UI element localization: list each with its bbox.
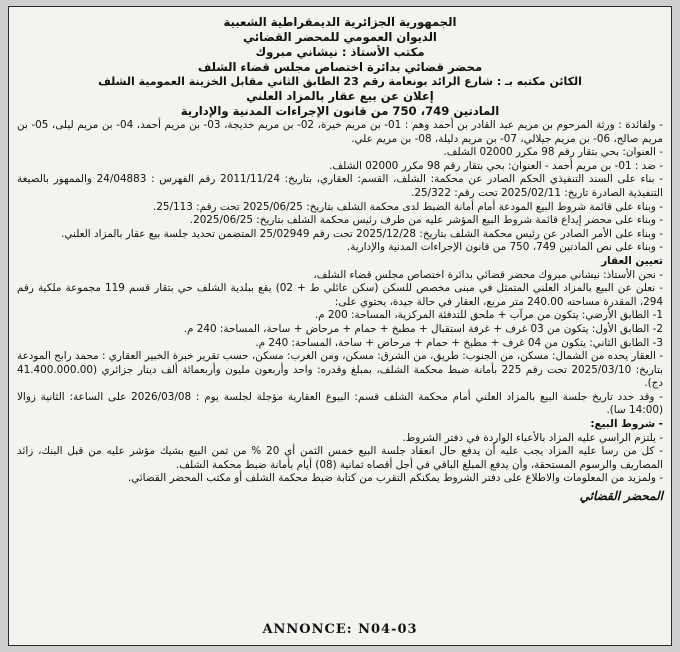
- first-floor-item: 2- الطابق الأول: يتكون من 03 غرف + غرفة استقبال + مطبخ + حمام + مرحاض + ساحة، المساحة: 240 م.: [183, 322, 663, 335]
- beneficiaries-address: - العنوان: بحي بتقار رقم 98 مكرر 02000 الشلف.: [443, 146, 663, 159]
- second-floor-item: 3- الطابق الثاني: يتكون من 04 غرف + مطبخ + حمام + مرحاض + ساحة، المساحة: 240 م.: [255, 336, 663, 349]
- header-bailiff: مكتب الأستاذ : نيشاني مبروك: [255, 45, 425, 59]
- announcement-sheet: [8, 6, 672, 646]
- legal-reference: المادتين 749، 750 من قانون الإجراءات المدنية والإدارية: [180, 104, 500, 118]
- property-description: - نعلن عن البيع بالمزاد العلني المتمثل في مبنى مخصص للسكن (سكن عائلي ط + 02) يقع ببلدية الشلف حي بتقار قسم 119 مجموعة ملكية رقم 294، المقدرة مساحته 240.00 متر مربع، العقار في حالة جيدة، يحتوي على:: [17, 282, 663, 308]
- beneficiaries-paragraph: - ولفائدة : ورثة المرحوم بن مريم عبد القادر بن أحمد وهم : 01- بن مريم خيرة، 02- بن مريم خديجة، 03- بن مريم أحمد، 04- بن مريم ليلى، 05- بن مريم صالح، 06- بن مريم جيلالي، 07- بن مريم دليلة، 08- بن مريم علي.: [17, 119, 663, 145]
- condition-payment: - كل من رسا عليه المزاد يجب عليه أن يدفع حال انعقاد جلسة البيع خمس الثمن أي 20 % من ثمن البيع بشيك مؤشر عليه من قبل البنك، زائد المصاريف والرسوم المستحقة، وأن يدفع المبلغ الباقي في أجل أقصاه ثمانية (08) أيام بأمانة ضبط محكمة الشلف.: [17, 445, 663, 471]
- conditions-list-paragraph: - وبناء على قائمة شروط البيع المودعة أمام أمانة الضبط لدى محكمة الشلف بتاريخ: 2025/06/25 تحت رقم: 25/113.: [153, 200, 663, 213]
- enforcement-title-paragraph: - بناء على السند التنفيذي الحكم الصادر عن محكمة: الشلف، القسم: العقاري، بتاريخ: 2011/11/24 رقم الفهرس : 24/04883 والممهور بالصيغة التنفيذية الصادرة تاريخ: 2025/02/11 تحت رقم: 25/322.: [17, 173, 663, 199]
- sale-session-date: - وقد حدد تاريخ جلسة البيع بالمزاد العلني أمام محكمة الشلف قسم: البيوع العقارية مؤجلة لجلسة يوم : 2026/03/08 على الساعة: الثانية زوالا (14:00 سا).: [17, 390, 663, 417]
- condition-obligations: - يلتزم الراسي عليه المزاد بالأعباء الواردة في دفتر الشروط.: [402, 431, 663, 444]
- property-boundaries: - العقار يحده من الشمال: مسكن، من الجنوب: طريق، من الشرق: مسكن، ومن الغرب: مسكن، حسب تقرير خبرة الخبير العقاري : محمد رابح المودعة بتاريخ: 2025/03/10 تحت رقم 225 بأمانة ضبط محكمة الشلف، بمبلغ وقدره: واحد وأربعون مليون وأربعمائة ألف دينار جزائري (41.400.000.00 دج).: [17, 350, 663, 390]
- deposit-report-paragraph: - وبناء على محضر إيداع قائمة شروط البيع المؤشر عليه من طرف رئيس محكمة الشلف بتاريخ: 2025/06/25.: [189, 214, 663, 227]
- header-office: الديوان العمومي للمحضر القضائي: [243, 30, 437, 44]
- articles-paragraph: - وبناء على نص المادتين 749، 750 من قانون الإجراءات المدنية والإدارية.: [346, 241, 663, 254]
- ground-floor-item: 1- الطابق الأرضي: يتكون من مرآب + ملحق للتدفئة المركزية، المساحة: 200 م.: [314, 309, 663, 322]
- property-heading: تعيين العقار: [601, 254, 663, 267]
- header-address: الكائن مكتبه بـ : شارع الرائد بونعامة رقم 23 الطابق الثاني مقابل الخزينة العمومية الشلف: [98, 75, 582, 88]
- defendant-paragraph: - ضد : 01- بن مريم أحمد - العنوان: بحي بتقار رقم 98 مكرر 02000 الشلف.: [329, 159, 663, 172]
- more-information: - ولمزيد من المعلومات والاطلاع على دفتر الشروط يمكنكم التقرب من كتابة ضبط محكمة الشلف أو مكتب المحضر القضائي.: [127, 472, 663, 485]
- bailiff-statement: - نحن الأستاذ: نيشاني مبروك محضر قضائي بدائرة اختصاص مجلس قضاء الشلف،: [313, 268, 663, 281]
- annonce-number: ANNONCE: N04-03: [262, 622, 418, 637]
- header-republic: الجمهورية الجزائرية الديمقراطية الشعبية: [223, 15, 457, 29]
- sale-conditions-heading: - شروط البيع:: [590, 418, 663, 431]
- court-order-paragraph: - وبناء على الأمر الصادر عن رئيس محكمة الشلف بتاريخ: 2025/12/28 تحت رقم 25/02949 المتضمن تحديد جلسة بيع عقار بالمزاد العلني.: [61, 227, 663, 240]
- signature-title: المحضر القضائي: [579, 489, 663, 504]
- announcement-title: إعلان عن بيع عقار بالمزاد العلني: [246, 89, 434, 103]
- announcement-body: [9, 7, 671, 504]
- header-jurisdiction: محضر قضائي بدائرة اختصاص مجلس قضاء الشلف: [197, 60, 483, 74]
